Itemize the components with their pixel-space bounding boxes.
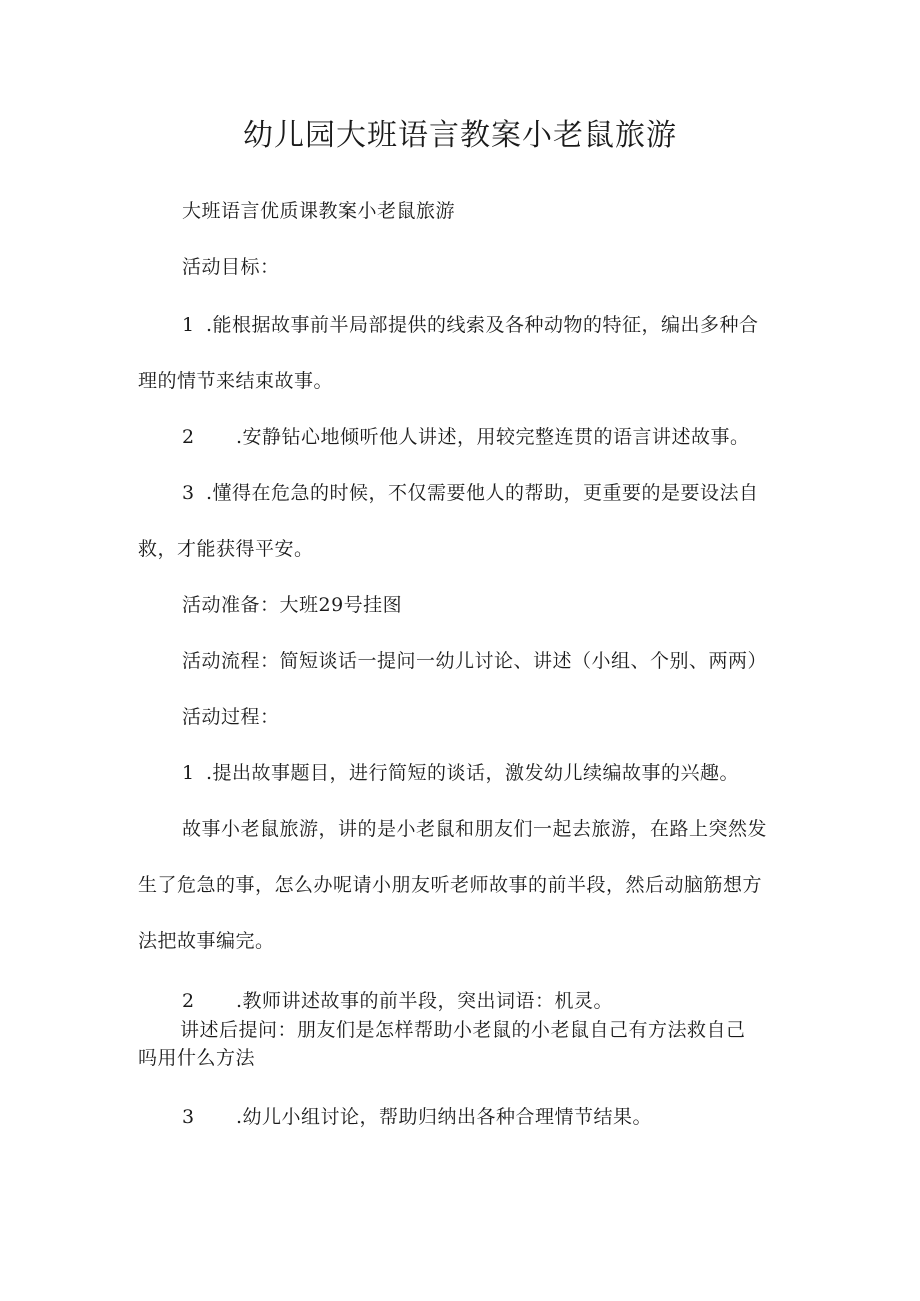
activity-flow: 活动流程：简短谈话一提问一幼儿讨论、讲述（小组、个别、两两） <box>182 650 768 672</box>
document-title: 幼儿园大班语言教案小老鼠旅游 <box>243 118 677 153</box>
step-1-number: 1 <box>182 762 195 784</box>
question-line-2: 吗用什么方法 <box>138 1047 256 1069</box>
goal-1-number: 1 <box>182 314 195 336</box>
step-2-number: 2 <box>182 990 195 1012</box>
subtitle: 大班语言优质课教案小老鼠旅游 <box>182 200 456 222</box>
goal-3-continued: 救，才能获得平安。 <box>138 538 314 560</box>
step-3-text: .幼儿小组讨论，帮助归纳出各种合理情节结果。 <box>236 1106 653 1128</box>
goal-3-text: .懂得在危急的时候，不仅需要他人的帮助，更重要的是要设法自 <box>206 482 759 504</box>
goal-2 <box>182 424 750 450</box>
step-2-text: .教师讲述故事的前半段，突出词语：机灵。 <box>236 990 614 1012</box>
step-3 <box>182 1104 652 1130</box>
question-line-1: 讲述后提问：朋友们是怎样帮助小老鼠的小老鼠自己有方法救自己 <box>180 1019 746 1041</box>
process-heading: 活动过程： <box>182 706 280 728</box>
goal-1-continued: 理的情节来结束故事。 <box>138 370 334 392</box>
step-2 <box>182 988 613 1014</box>
story-paragraph-line-1: 故事小老鼠旅游，讲的是小老鼠和朋友们一起去旅游，在路上突然发 <box>182 818 768 840</box>
story-paragraph-line-2: 生了危急的事，怎么办呢请小朋友听老师故事的前半段，然后动脑筋想方 <box>138 874 763 896</box>
step-3-number: 3 <box>182 1106 195 1128</box>
goal-2-text: .安静钻心地倾听他人讲述，用较完整连贯的语言讲述故事。 <box>236 426 750 448</box>
goal-3 <box>182 480 759 506</box>
goal-3-number: 3 <box>182 482 195 504</box>
story-paragraph-line-3: 法把故事编完。 <box>138 930 275 952</box>
goal-2-number: 2 <box>182 426 195 448</box>
activity-preparation: 活动准备：大班29号挂图 <box>182 594 403 616</box>
step-1-text: .提出故事题目，进行简短的谈话，激发幼儿续编故事的兴趣。 <box>206 762 740 784</box>
goals-heading: 活动目标： <box>182 256 280 278</box>
goal-1-text: .能根据故事前半局部提供的线索及各种动物的特征，编出多种合 <box>206 314 759 336</box>
goal-1 <box>182 312 759 338</box>
step-1 <box>182 760 739 786</box>
